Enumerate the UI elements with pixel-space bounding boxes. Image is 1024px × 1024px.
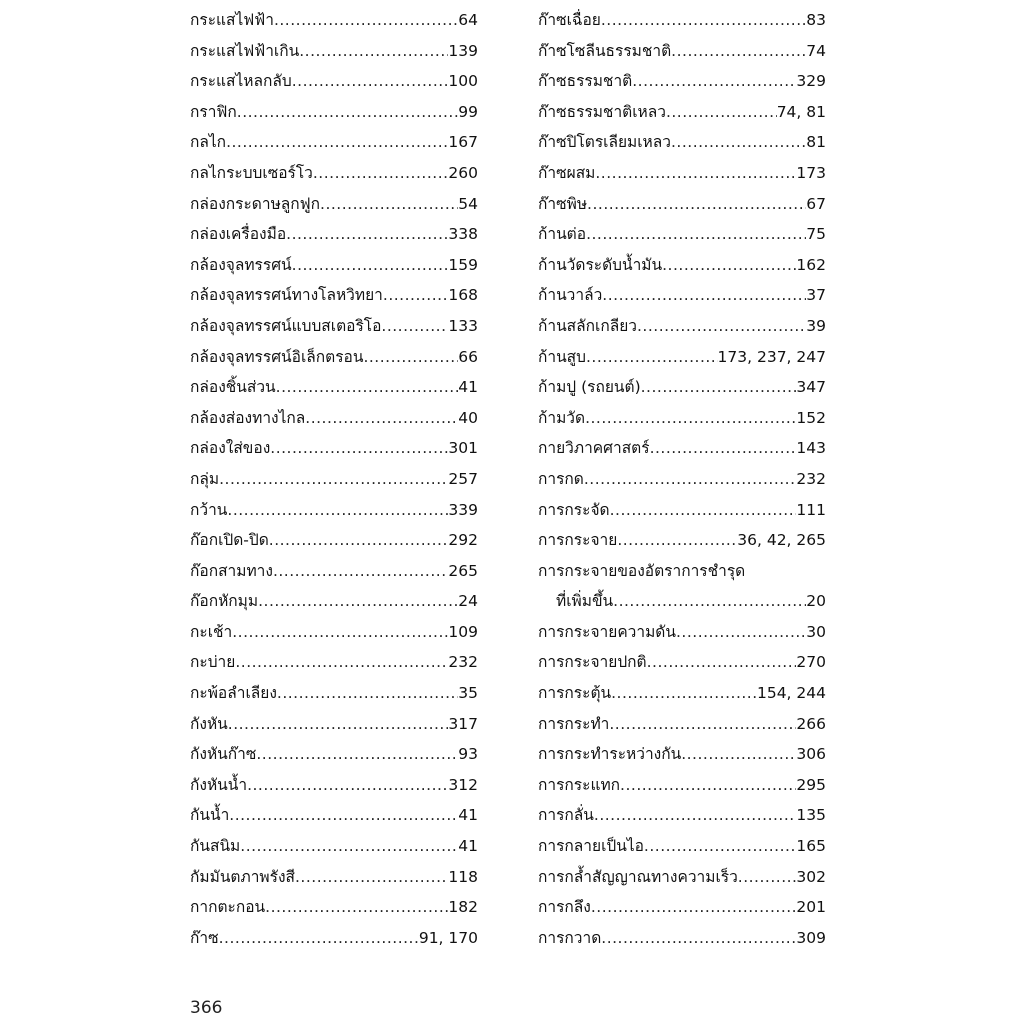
index-term: กังหันก๊าซ [190, 745, 257, 764]
index-page-ref: 159 [448, 255, 478, 274]
index-page-ref: 167 [448, 133, 478, 152]
index-page-ref: 312 [448, 775, 478, 794]
index-entry [538, 770, 826, 801]
index-term: การกระจัด [538, 500, 610, 519]
index-entry [190, 617, 478, 648]
index-entry [190, 770, 478, 801]
index-page-ref: 111 [796, 500, 826, 519]
index-page-ref: 41 [458, 378, 478, 397]
index-entry [538, 739, 826, 770]
dot-leader [586, 342, 718, 373]
index-entry [190, 36, 478, 67]
index-term: การกลั่น [538, 806, 594, 825]
dot-leader [295, 862, 448, 893]
index-term: การกวาด [538, 928, 602, 947]
dot-leader [671, 127, 806, 158]
index-term: กลไกระบบเซอร์โว [190, 163, 313, 182]
index-term: กะบ่าย [190, 653, 236, 672]
index-entry [190, 586, 478, 617]
index-page-ref: 232 [448, 653, 478, 672]
index-page-ref: 36, 42, 265 [737, 531, 826, 550]
index-page-ref: 75 [806, 225, 826, 244]
index-term: กระแสไหลกลับ [190, 72, 292, 91]
index-page-ref: 20 [806, 592, 826, 611]
index-entry [538, 709, 826, 740]
index-page-ref: 317 [448, 714, 478, 733]
index-page-ref: 67 [806, 194, 826, 213]
index-entry [190, 647, 478, 678]
index-page-ref: 173, 237, 247 [717, 347, 826, 366]
index-page-ref: 64 [458, 11, 478, 29]
index-page-ref: 302 [796, 867, 826, 886]
index-page-ref: 168 [448, 286, 478, 305]
dot-leader [637, 311, 806, 342]
index-entry [190, 158, 478, 189]
index-page-ref: 260 [448, 163, 478, 182]
index-term: ที่เพิ่มขึ้น [556, 592, 614, 611]
index-entry [538, 862, 826, 893]
index-entry [538, 280, 826, 311]
index-page-ref: 100 [448, 72, 478, 91]
index-entry [538, 800, 826, 831]
index-term: กลไก [190, 133, 227, 152]
index-term: การกระจายปกติ [538, 653, 647, 672]
index-term: กว้าน [190, 500, 228, 519]
index-entry [190, 97, 478, 128]
dot-leader [662, 250, 796, 281]
dot-leader [219, 464, 448, 495]
index-page-ref: 66 [458, 347, 478, 366]
dot-leader [292, 250, 449, 281]
dot-leader [647, 647, 797, 678]
index-entry [190, 709, 478, 740]
index-term: กล้องจุลทรรศน์อิเล็กตรอน [190, 347, 364, 366]
dot-leader [738, 862, 797, 893]
index-page-ref: 295 [796, 775, 826, 794]
dot-leader [226, 127, 448, 158]
index-page-ref: 118 [448, 867, 478, 886]
index-page-ref: 165 [796, 837, 826, 856]
index-entry [190, 831, 478, 862]
index-entry [538, 831, 826, 862]
index-page-ref: 143 [796, 439, 826, 458]
index-page-ref: 24 [458, 592, 478, 611]
index-term: ก๊อกหักมุม [190, 592, 259, 611]
index-entry [190, 495, 478, 526]
index-page-ref: 347 [796, 378, 826, 397]
index-entry [190, 250, 478, 281]
index-page-ref: 301 [448, 439, 478, 458]
index-entry [190, 127, 478, 158]
index-term: การกระทำระหว่างกัน [538, 745, 682, 764]
index-page-ref: 41 [458, 837, 478, 856]
dot-leader [586, 219, 806, 250]
index-term: กลุ่ม [190, 469, 220, 488]
dot-leader [381, 311, 448, 342]
index-page-ref: 135 [796, 806, 826, 825]
index-page-ref: 152 [796, 408, 826, 427]
dot-leader [681, 739, 796, 770]
dot-leader [305, 403, 458, 434]
index-term: กระแสไฟฟ้า [190, 11, 274, 29]
dot-leader [610, 495, 797, 526]
index-entry [190, 219, 478, 250]
index-entry [538, 311, 826, 342]
dot-leader [595, 158, 796, 189]
index-term: กายวิภาคศาสตร์ [538, 439, 650, 458]
index-term: กราฟิก [190, 102, 237, 121]
index-entry [538, 464, 826, 495]
dot-leader [286, 219, 448, 250]
dot-leader [227, 495, 448, 526]
index-entry [190, 525, 478, 556]
index-term: ก๊าซ [190, 928, 219, 947]
index-entry [538, 158, 826, 189]
index-page-ref: 74 [806, 41, 826, 60]
dot-leader [276, 372, 459, 403]
index-term: การกระตุ้น [538, 684, 612, 703]
dot-leader [363, 342, 458, 373]
index-page-ref: 133 [448, 316, 478, 335]
index-entry [538, 923, 826, 954]
index-page-ref: 54 [458, 194, 478, 213]
dot-leader [273, 556, 448, 587]
index-term: การกระจายของอัตราการชำรุด [538, 561, 746, 580]
index-page-ref: 292 [448, 531, 478, 550]
dot-leader [591, 892, 797, 923]
index-term: กัมมันตภาพรังสี [190, 867, 295, 886]
dot-leader [601, 5, 806, 36]
index-term: กล่องกระดาษลูกฟูก [190, 194, 321, 213]
index-entry [190, 800, 478, 831]
index-entry [190, 464, 478, 495]
dot-leader [671, 36, 806, 67]
index-page-ref: 266 [796, 714, 826, 733]
index-term: การกระแทก [538, 775, 621, 794]
index-column-left [190, 5, 478, 953]
index-term: การกลายเป็นไอ [538, 837, 644, 856]
index-page-ref: 182 [448, 898, 478, 917]
dot-leader [237, 97, 458, 128]
index-term: กันน้ำ [190, 806, 230, 825]
index-term: กากตะกอน [190, 898, 266, 917]
index-page-ref: 139 [448, 41, 478, 60]
index-term: การกระทำ [538, 714, 610, 733]
index-page-ref: 257 [448, 469, 478, 488]
index-entry [190, 66, 478, 97]
index-entry [190, 280, 478, 311]
dot-leader [601, 923, 796, 954]
index-entry [190, 5, 478, 36]
dot-leader [292, 66, 449, 97]
index-page-ref: 201 [796, 898, 826, 917]
index-entry [538, 433, 826, 464]
index-page-ref: 173 [796, 163, 826, 182]
index-entry [538, 127, 826, 158]
index-term: ก๊าซผสม [538, 163, 596, 182]
index-term: ก๊อกสามทาง [190, 561, 273, 580]
index-page-ref: 162 [796, 255, 826, 274]
dot-leader [299, 36, 448, 67]
index-page-ref: 154, 244 [756, 684, 826, 703]
index-term: กันสนิม [190, 837, 241, 856]
index-term: กะเช้า [190, 622, 233, 641]
index-term: การกระจาย [538, 531, 618, 550]
dot-leader [270, 433, 448, 464]
index-term: กล่องชิ้นส่วน [190, 378, 276, 397]
dot-leader [269, 525, 449, 556]
index-entry [538, 892, 826, 923]
dot-leader [585, 403, 796, 434]
index-term: ก๊าซธรรมชาติ [538, 72, 633, 91]
index-entry [190, 892, 478, 923]
dot-leader [219, 923, 419, 954]
index-term: การกลึง [538, 898, 591, 917]
index-entry [538, 250, 826, 281]
index-page-ref: 30 [806, 622, 826, 641]
dot-leader [265, 892, 448, 923]
index-term: การกด [538, 469, 584, 488]
dot-leader [320, 189, 458, 220]
dot-leader [313, 158, 449, 189]
index-term: กระแสไฟฟ้าเกิน [190, 41, 300, 60]
index-term: ก้านวัดระดับน้ำมัน [538, 255, 663, 274]
page-number: 366 [190, 998, 223, 1018]
index-page-ref: 270 [796, 653, 826, 672]
dot-leader [602, 280, 806, 311]
index-page-ref: 37 [806, 286, 826, 305]
index-entry [538, 36, 826, 67]
dot-leader [584, 464, 797, 495]
index-term: ก้านสลักเกลียว [538, 316, 637, 335]
index-entry [190, 739, 478, 770]
index-term: กล่องใส่ของ [190, 439, 271, 458]
index-page-ref: 309 [796, 928, 826, 947]
dot-leader [641, 372, 797, 403]
dot-leader [256, 739, 458, 770]
dot-leader [228, 709, 449, 740]
dot-leader [666, 97, 777, 128]
index-term: กล่องเครื่องมือ [190, 225, 287, 244]
dot-leader [240, 831, 458, 862]
index-entry [538, 678, 826, 709]
index-entry [538, 5, 826, 36]
dot-leader [650, 433, 797, 464]
index-page-ref: 81 [806, 133, 826, 152]
index-page-ref: 339 [448, 500, 478, 519]
dot-leader [644, 831, 796, 862]
dot-leader [620, 770, 796, 801]
index-entry [538, 647, 826, 678]
index-page-ref: 232 [796, 469, 826, 488]
index-page-ref: 306 [796, 745, 826, 764]
index-entry [538, 495, 826, 526]
index-term: ก๊อกเปิด-ปิด [190, 531, 269, 550]
index-entry [190, 311, 478, 342]
dot-leader [594, 800, 797, 831]
dot-leader [609, 709, 796, 740]
index-entry [190, 678, 478, 709]
index-entry [190, 189, 478, 220]
dot-leader [247, 770, 448, 801]
index-page-ref: 93 [458, 745, 478, 764]
index-page-ref: 40 [458, 408, 478, 427]
index-page-ref: 83 [806, 11, 826, 29]
index-term: กล้องจุลทรรศน์ทางโลหวิทยา [190, 286, 383, 305]
index-term: ก้ามปู (รถยนต์) [538, 378, 641, 397]
index-page-ref: 39 [806, 316, 826, 335]
dot-leader [229, 800, 458, 831]
index-page-ref: 91, 170 [418, 928, 478, 947]
index-entry [190, 342, 478, 373]
index-term: กล้องจุลทรรศน์ [190, 255, 292, 274]
dot-leader [277, 678, 458, 709]
dot-leader [235, 647, 448, 678]
index-page-ref: 99 [458, 102, 478, 121]
index-term: กังหันน้ำ [190, 775, 248, 794]
index-term: การกระจายความดัน [538, 622, 676, 641]
dot-leader [613, 586, 806, 617]
index-entry [538, 342, 826, 373]
dot-leader [258, 586, 458, 617]
index-entry [538, 403, 826, 434]
index-page-ref: 329 [796, 72, 826, 91]
index-term: ก้ามวัด [538, 408, 586, 427]
index-term: ก๊าซเฉื่อย [538, 11, 601, 29]
index-term: กล้องจุลทรรศน์แบบสเตอริโอ [190, 316, 382, 335]
dot-leader [587, 189, 806, 220]
index-entry [538, 556, 826, 587]
index-term: ก้านสูบ [538, 347, 586, 366]
dot-leader [274, 5, 458, 36]
index-term: กังหัน [190, 714, 228, 733]
index-entry [538, 219, 826, 250]
index-term: ก้านต่อ [538, 225, 587, 244]
index-entry [538, 586, 826, 617]
dot-leader [611, 678, 757, 709]
dot-leader [676, 617, 806, 648]
index-entry [538, 525, 826, 556]
index-page-ref: 265 [448, 561, 478, 580]
index-page-ref: 109 [448, 622, 478, 641]
index-term: ก๊าซพิษ [538, 194, 588, 213]
index-term: ก๊าซธรรมชาติเหลว [538, 102, 666, 121]
index-entry [190, 403, 478, 434]
index-term: ก๊าซโซลีนธรรมชาติ [538, 41, 672, 60]
index-entry [190, 923, 478, 954]
index-entry [190, 372, 478, 403]
index-entry [538, 189, 826, 220]
index-page-ref: 35 [458, 684, 478, 703]
index-term: การกล้ำสัญญาณทางความเร็ว [538, 867, 738, 886]
dot-leader [232, 617, 448, 648]
index-term: ก้านวาล์ว [538, 286, 603, 305]
index-page-ref: 41 [458, 806, 478, 825]
index-entry [190, 862, 478, 893]
dot-leader [383, 280, 449, 311]
index-term: กะพ้อลำเลียง [190, 684, 277, 703]
index-column-right [538, 5, 826, 953]
index-entry [190, 433, 478, 464]
index-term: กล้องส่องทางไกล [190, 408, 306, 427]
index-entry [190, 556, 478, 587]
dot-leader [632, 66, 796, 97]
index-page-ref: 74, 81 [776, 102, 826, 121]
index-page-ref: 338 [448, 225, 478, 244]
index-entry [538, 617, 826, 648]
dot-leader [617, 525, 737, 556]
index-entry [538, 372, 826, 403]
index-entry [538, 66, 826, 97]
index-entry [538, 97, 826, 128]
index-term: ก๊าซปิโตรเลียมเหลว [538, 133, 671, 152]
